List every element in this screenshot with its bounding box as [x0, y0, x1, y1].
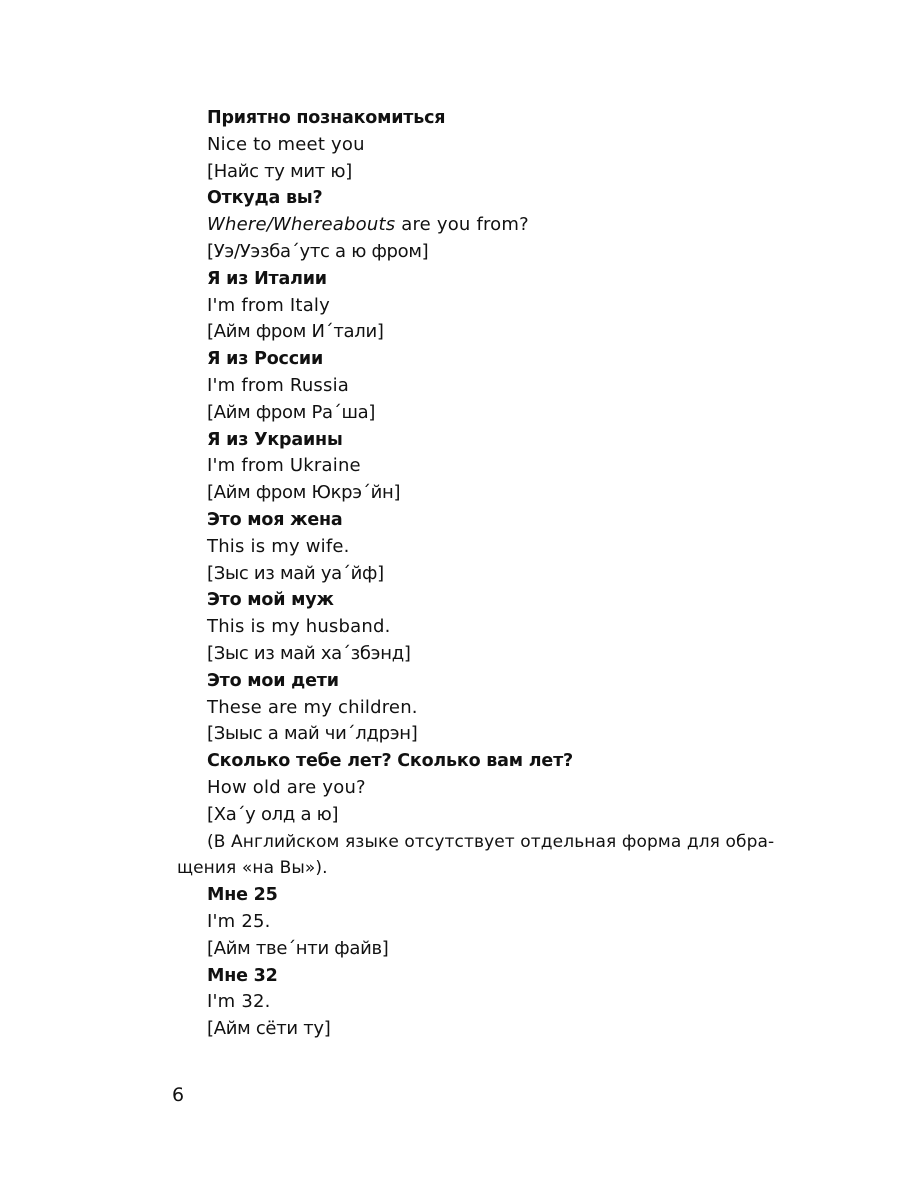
english-phrase-italic: Where/Whereabouts: [207, 214, 396, 236]
phrase-entry: [207, 185, 767, 265]
transcription: [Айм сёти ту]: [207, 1018, 331, 1040]
english-phrase: I'm from Italy: [207, 294, 330, 316]
english-phrase-rest: are you from?: [395, 214, 529, 236]
russian-phrase: Я из России: [207, 349, 324, 370]
phrase-entry: [207, 587, 767, 667]
grammar-note-line: щения «на Вы»).: [177, 858, 328, 879]
transcription: [Ха´у олд а ю]: [207, 803, 339, 825]
transcription: [Уэ/Уэзба´утс а ю фром]: [207, 240, 429, 262]
english-phrase: This is my husband.: [207, 616, 391, 638]
russian-phrase: Это мои дети: [207, 670, 339, 691]
transcription: [Айм фром И´тали]: [207, 321, 384, 343]
transcription: [Айм фром Юкрэ´йн]: [207, 482, 401, 504]
phrase-entry: [207, 427, 767, 507]
phrase-list: [177, 105, 775, 1043]
phrase-entry: [207, 668, 767, 748]
english-phrase: This is my wife.: [207, 535, 350, 557]
english-phrase: Nice to meet you: [207, 133, 365, 155]
russian-phrase: Сколько тебе лет? Сколько вам лет?: [207, 751, 573, 772]
english-phrase: I'm 32.: [207, 991, 271, 1013]
phrase-entry: [207, 507, 767, 587]
phrase-entry: [207, 266, 767, 346]
english-phrase: I'm 25.: [207, 910, 271, 932]
russian-phrase: Приятно познакомиться: [207, 108, 446, 128]
phrase-entry: [207, 882, 767, 962]
english-phrase: These are my children.: [207, 696, 418, 718]
russian-phrase: Я из Италии: [207, 268, 327, 289]
english-phrase: How old are you?: [207, 776, 366, 798]
russian-phrase: Мне 25: [207, 885, 278, 906]
transcription: [Зыс из май ха´збэнд]: [207, 642, 411, 664]
phrase-entry: [207, 748, 767, 828]
transcription: [Айм фром Ра´ша]: [207, 401, 376, 423]
phrase-entry: [207, 346, 767, 426]
transcription: [Зыс из май уа´йф]: [207, 562, 384, 584]
russian-phrase: Это моя жена: [207, 509, 343, 530]
english-phrase: I'm from Russia: [207, 374, 350, 396]
transcription: [Найс ту мит ю]: [207, 160, 352, 182]
grammar-note-line: (В Английском языке отсутствует отдельная форма для обра-: [207, 831, 775, 852]
russian-phrase: Я из Украины: [207, 429, 343, 450]
russian-phrase: Откуда вы?: [207, 188, 323, 209]
english-phrase: [207, 212, 767, 239]
page-number: 6: [172, 1084, 185, 1106]
phrase-entry: [207, 105, 767, 185]
phrase-entry: [207, 963, 767, 1043]
transcription: [Айм тве´нти файв]: [207, 937, 389, 959]
english-phrase: I'm from Ukraine: [207, 455, 361, 477]
russian-phrase: Это мой муж: [207, 590, 334, 611]
transcription: [Зыыс а май чи´лдрэн]: [207, 723, 418, 745]
grammar-note: [177, 829, 775, 883]
russian-phrase: Мне 32: [207, 965, 278, 986]
